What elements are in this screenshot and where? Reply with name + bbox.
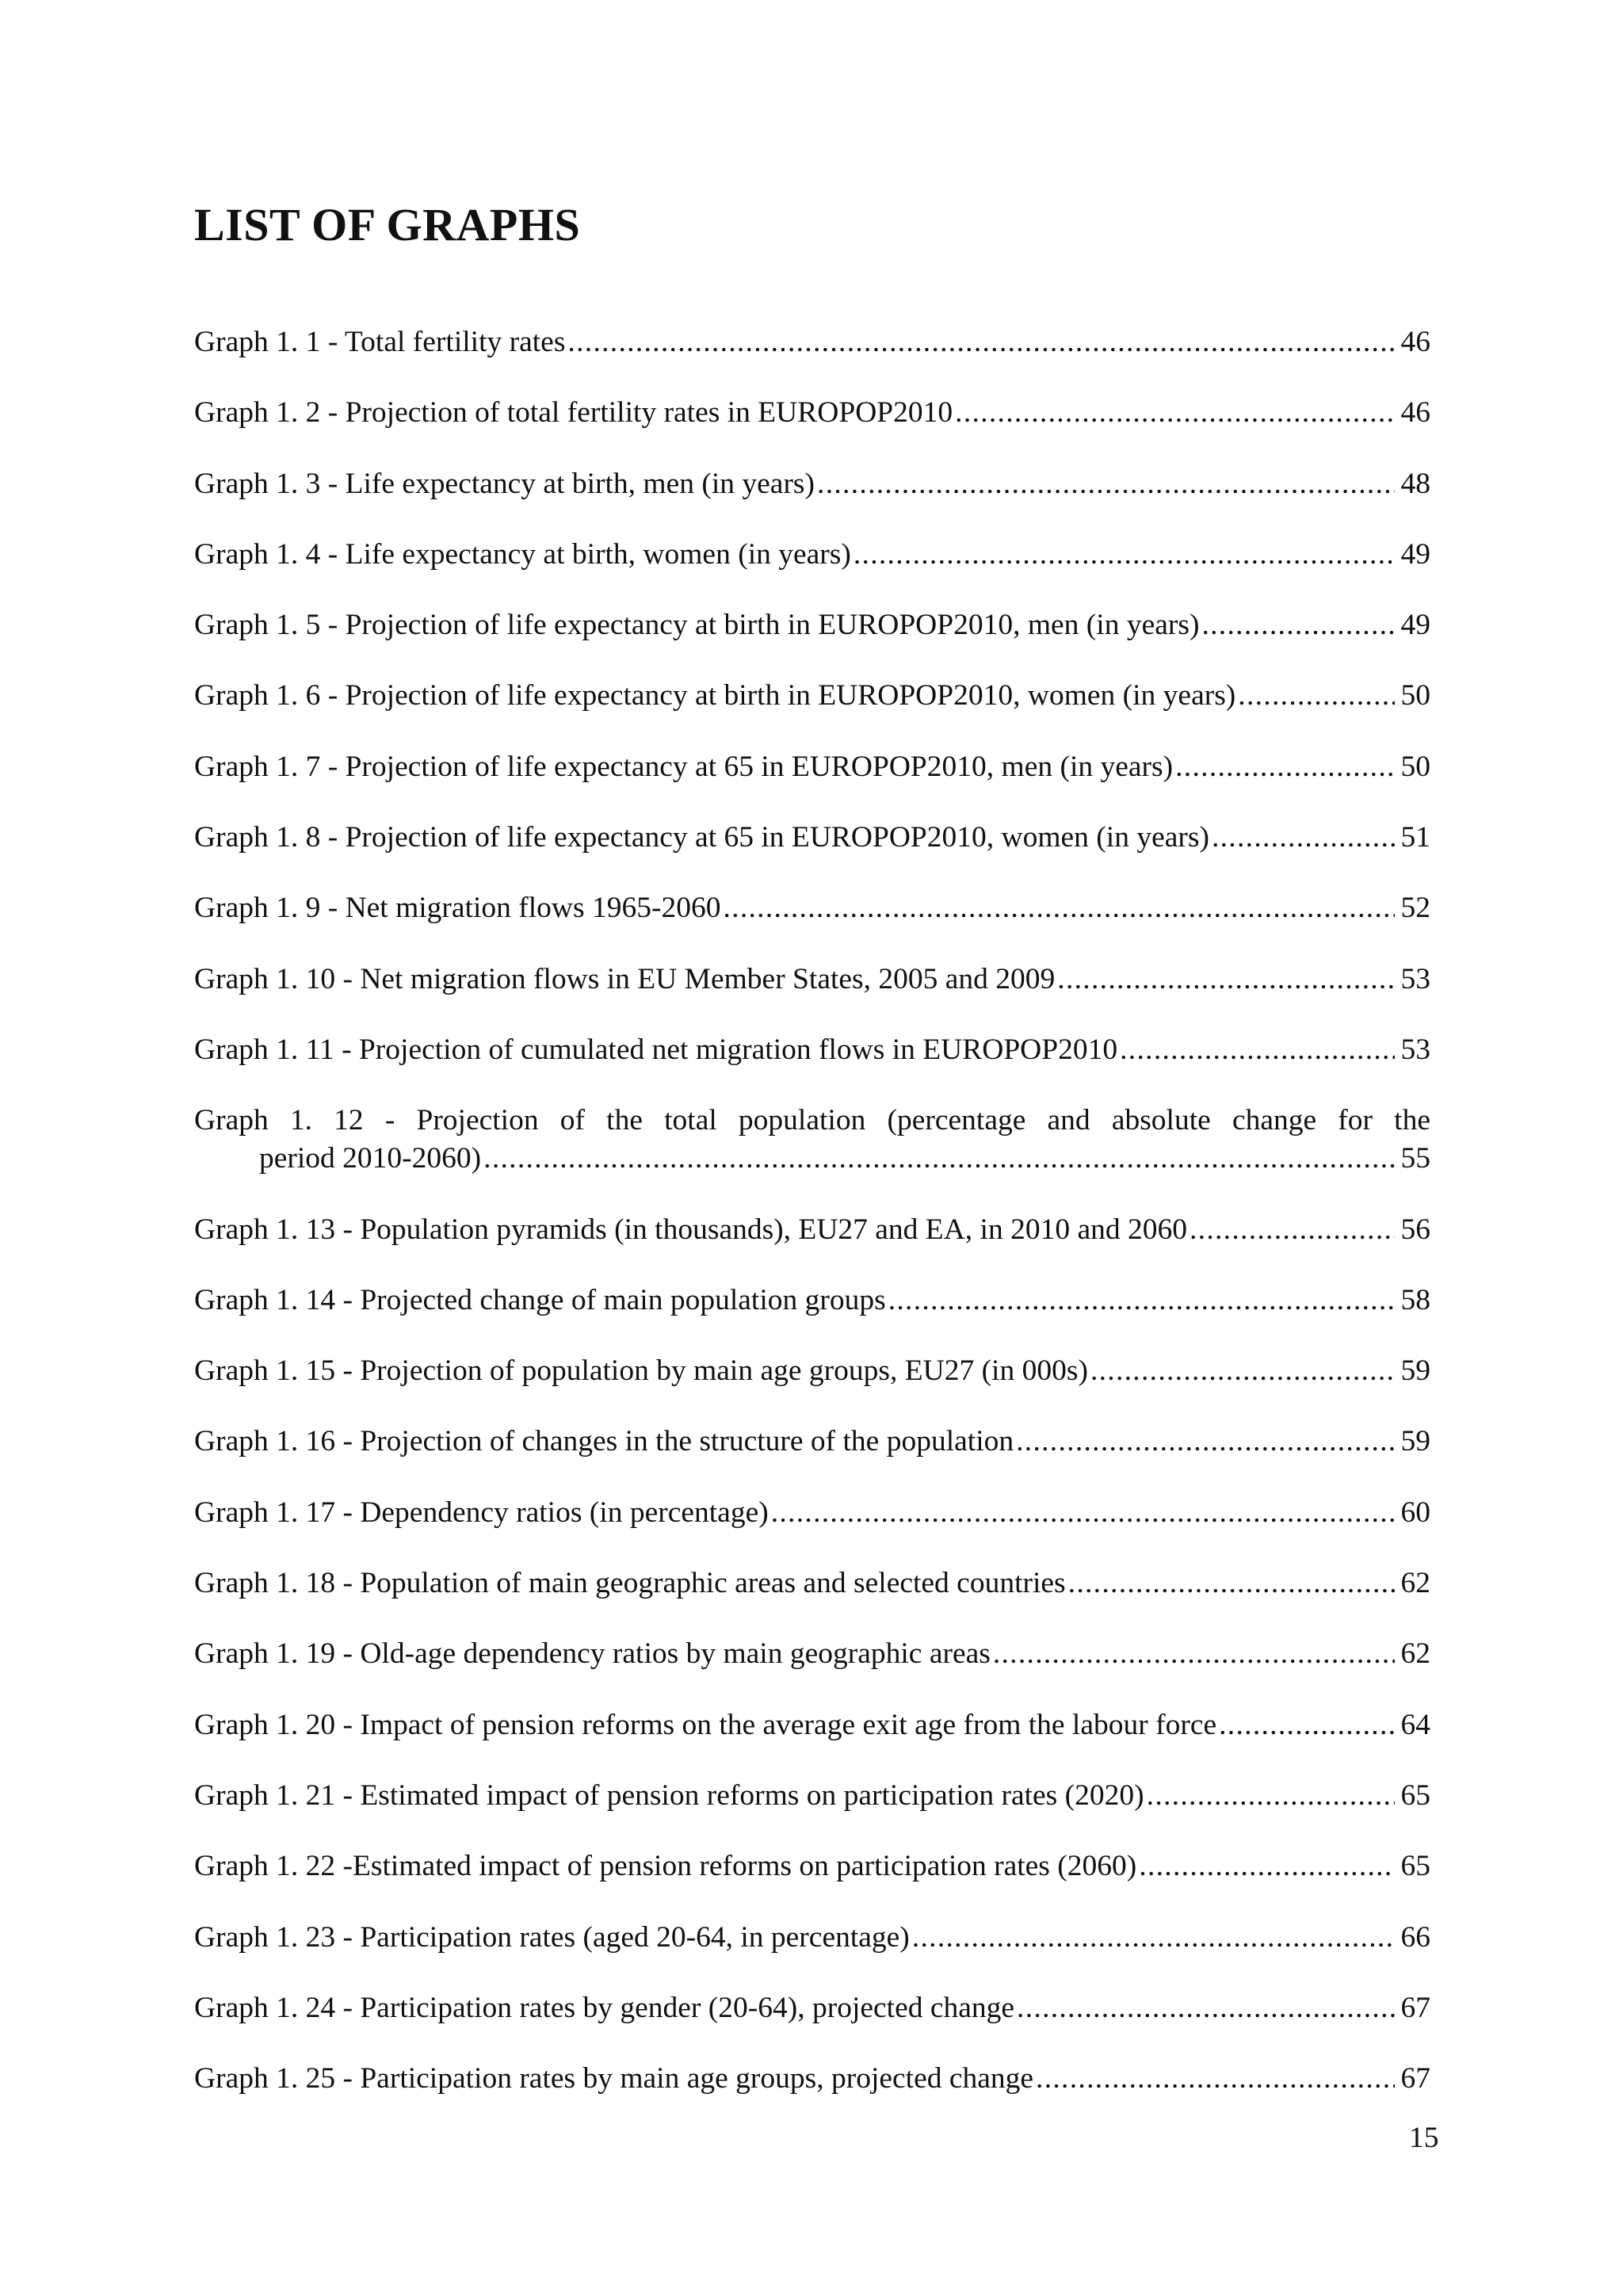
graph-title: Graph 1. 2 - Projection of total fertility rates in EUROPOP2010	[194, 396, 953, 430]
graph-title: Graph 1. 12 - Projection of the total population (percentage and absolute change for the	[194, 1104, 1430, 1137]
dot-leader	[567, 323, 1394, 361]
dot-leader	[817, 465, 1394, 503]
dot-leader	[854, 536, 1395, 574]
graph-title: Graph 1. 16 - Projection of changes in the structure of the population	[194, 1425, 1014, 1458]
graph-page-number: 53	[1400, 1033, 1430, 1066]
graph-title: Graph 1. 21 - Estimated impact of pension reforms on participation rates (2020)	[194, 1778, 1144, 1812]
list-item	[194, 1352, 1430, 1390]
list-item	[194, 2060, 1430, 2098]
list-item	[194, 677, 1430, 715]
graph-page-number: 49	[1400, 609, 1430, 642]
page-number: 15	[1409, 2122, 1439, 2154]
graph-page-number: 67	[1400, 1991, 1430, 2024]
graph-page-number: 50	[1400, 750, 1430, 783]
graph-page-number: 62	[1400, 1567, 1430, 1600]
list-item	[194, 748, 1430, 786]
graph-title: Graph 1. 7 - Projection of life expectancy at 65 in EUROPOP2010, men (in years)	[194, 750, 1174, 783]
graph-page-number: 59	[1400, 1425, 1430, 1458]
dot-leader	[723, 889, 1394, 927]
graph-page-number: 53	[1400, 962, 1430, 995]
dot-leader	[1016, 1423, 1394, 1461]
list-item	[194, 1423, 1430, 1461]
list-item	[194, 1031, 1430, 1069]
list-item	[194, 606, 1430, 644]
list-item	[194, 1706, 1430, 1744]
graph-page-number: 59	[1400, 1354, 1430, 1388]
dot-leader	[1219, 1706, 1394, 1744]
graph-title: Graph 1. 8 - Projection of life expectancy at 65 in EUROPOP2010, women (in years)	[194, 821, 1209, 854]
graph-title: Graph 1. 23 - Participation rates (aged 20-64, in percentage)	[194, 1920, 910, 1954]
graph-page-number: 64	[1400, 1708, 1430, 1741]
dot-leader	[1212, 819, 1395, 857]
dot-leader	[993, 1635, 1395, 1673]
dot-leader	[912, 1919, 1395, 1957]
graph-page-number: 62	[1400, 1637, 1430, 1671]
graph-title: Graph 1. 1 - Total fertility rates	[194, 326, 566, 358]
graph-title: Graph 1. 19 - Old-age dependency ratios by main geographic areas	[194, 1637, 991, 1671]
list-item	[194, 465, 1430, 503]
list-item	[194, 1564, 1430, 1603]
graph-title: Graph 1. 22 -Estimated impact of pension reforms on participation rates (2060)	[194, 1850, 1137, 1883]
graph-page-number: 50	[1400, 679, 1430, 712]
list-item	[194, 1777, 1430, 1815]
graph-title: Graph 1. 24 - Participation rates by gender (20-64), projected change	[194, 1991, 1015, 2024]
list-item	[194, 1919, 1430, 1957]
graph-page-number: 56	[1400, 1213, 1430, 1246]
dot-leader	[1090, 1352, 1395, 1390]
graph-page-number: 66	[1400, 1920, 1430, 1954]
dot-leader	[771, 1494, 1395, 1532]
list-item	[194, 1847, 1430, 1885]
graph-title: Graph 1. 9 - Net migration flows 1965-2060	[194, 892, 721, 925]
list-item	[194, 536, 1430, 574]
graph-title: Graph 1. 20 - Impact of pension reforms on the average exit age from the labour force	[194, 1708, 1217, 1741]
graph-page-number: 48	[1400, 467, 1430, 500]
graph-page-number: 46	[1400, 396, 1430, 430]
list-item	[194, 1635, 1430, 1673]
graph-title: Graph 1. 5 - Projection of life expectancy at birth in EUROPOP2010, men (in years)	[194, 609, 1200, 642]
graph-page-number: 52	[1400, 892, 1430, 925]
graph-title: Graph 1. 15 - Projection of population by main age groups, EU27 (in 000s)	[194, 1354, 1088, 1388]
dot-leader	[1139, 1847, 1394, 1885]
graph-page-number: 46	[1400, 326, 1430, 358]
graph-page-number: 55	[1400, 1142, 1430, 1175]
dot-leader	[1201, 606, 1394, 644]
graph-page-number: 49	[1400, 537, 1430, 571]
graph-page-number: 60	[1400, 1496, 1430, 1529]
graph-title: Graph 1. 4 - Life expectancy at birth, women (in years)	[194, 537, 851, 571]
dot-leader	[955, 394, 1394, 432]
list-item	[194, 1211, 1430, 1249]
list-item	[194, 889, 1430, 927]
page-title: LIST OF GRAPHS	[194, 199, 581, 250]
graph-title: Graph 1. 17 - Dependency ratios (in percentage)	[194, 1496, 769, 1529]
graph-title-continuation: period 2010-2060)	[259, 1142, 482, 1175]
graph-page-number: 58	[1400, 1283, 1430, 1316]
list-of-graphs	[194, 323, 1430, 2130]
list-item	[194, 1282, 1430, 1320]
dot-leader	[1147, 1777, 1395, 1815]
dot-leader	[1238, 677, 1394, 715]
graph-page-number: 65	[1400, 1778, 1430, 1812]
list-item	[194, 819, 1430, 857]
graph-page-number: 51	[1400, 821, 1430, 854]
graph-title: Graph 1. 11 - Projection of cumulated net migration flows in EUROPOP2010	[194, 1033, 1118, 1066]
graph-title: Graph 1. 25 - Participation rates by main age groups, projected change	[194, 2062, 1034, 2095]
list-item	[194, 1102, 1430, 1178]
graph-title: Graph 1. 3 - Life expectancy at birth, men (in years)	[194, 467, 815, 500]
dot-leader	[483, 1140, 1394, 1178]
list-item	[194, 323, 1430, 361]
dot-leader	[1036, 2060, 1394, 2098]
dot-leader	[1175, 748, 1394, 786]
graph-title: Graph 1. 13 - Population pyramids (in thousands), EU27 and EA, in 2010 and 2060	[194, 1213, 1187, 1246]
graph-title: Graph 1. 18 - Population of main geographic areas and selected countries	[194, 1567, 1066, 1600]
graph-title: Graph 1. 6 - Projection of life expectancy at birth in EUROPOP2010, women (in years)	[194, 679, 1236, 712]
graph-title: Graph 1. 10 - Net migration flows in EU Member States, 2005 and 2009	[194, 962, 1056, 995]
dot-leader	[888, 1282, 1395, 1320]
dot-leader	[1017, 1989, 1394, 2027]
list-item	[194, 1989, 1430, 2027]
list-item	[194, 394, 1430, 432]
dot-leader	[1057, 961, 1394, 999]
graph-page-number: 67	[1400, 2062, 1430, 2095]
list-item	[194, 961, 1430, 999]
dot-leader	[1190, 1211, 1395, 1249]
graph-page-number: 65	[1400, 1850, 1430, 1883]
list-item	[194, 1494, 1430, 1532]
graph-title: Graph 1. 14 - Projected change of main population groups	[194, 1283, 886, 1316]
dot-leader	[1120, 1031, 1394, 1069]
dot-leader	[1068, 1564, 1395, 1603]
graph-title-continuation-row	[194, 1140, 1430, 1178]
